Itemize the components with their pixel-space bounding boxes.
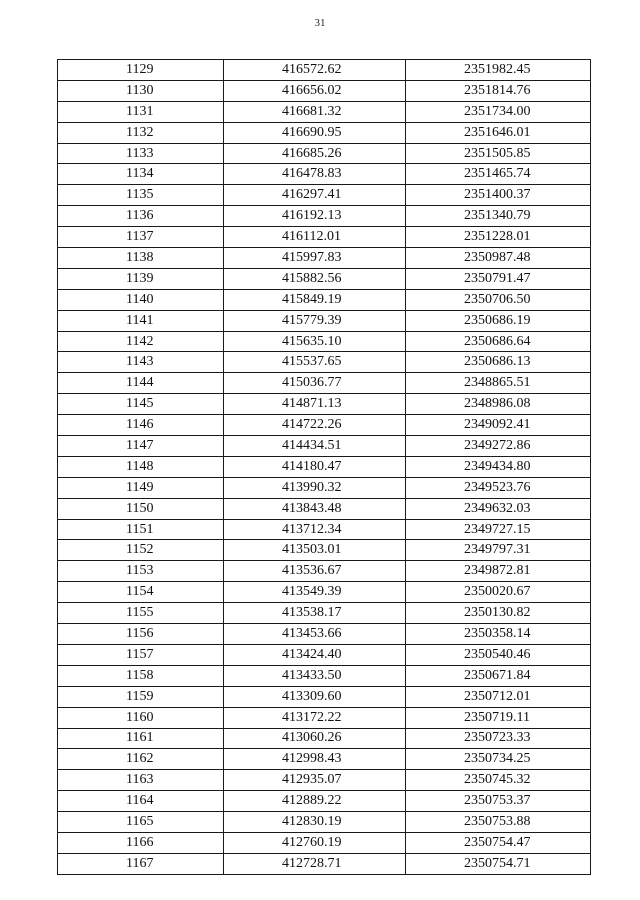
coordinates-table — [57, 59, 591, 875]
point-number-cell: 1134 — [58, 164, 224, 185]
y-coordinate-cell: 2351465.74 — [406, 164, 591, 185]
y-coordinate-cell: 2350719.11 — [406, 707, 591, 728]
x-coordinate-cell: 416192.13 — [224, 206, 406, 227]
table-row — [58, 227, 591, 248]
y-coordinate-cell: 2349092.41 — [406, 415, 591, 436]
y-coordinate-cell: 2350754.47 — [406, 832, 591, 853]
y-coordinate-cell: 2350130.82 — [406, 603, 591, 624]
table-row — [58, 477, 591, 498]
point-number-cell: 1141 — [58, 310, 224, 331]
point-number-cell: 1138 — [58, 248, 224, 269]
x-coordinate-cell: 413843.48 — [224, 498, 406, 519]
y-coordinate-cell: 2350987.48 — [406, 248, 591, 269]
point-number-cell: 1137 — [58, 227, 224, 248]
table-row — [58, 832, 591, 853]
y-coordinate-cell: 2350671.84 — [406, 665, 591, 686]
x-coordinate-cell: 412830.19 — [224, 812, 406, 833]
point-number-cell: 1153 — [58, 561, 224, 582]
x-coordinate-cell: 415882.56 — [224, 268, 406, 289]
y-coordinate-cell: 2349797.31 — [406, 540, 591, 561]
x-coordinate-cell: 412760.19 — [224, 832, 406, 853]
x-coordinate-cell: 412889.22 — [224, 791, 406, 812]
coordinates-table-body — [58, 60, 591, 875]
y-coordinate-cell: 2351340.79 — [406, 206, 591, 227]
point-number-cell: 1152 — [58, 540, 224, 561]
table-row — [58, 310, 591, 331]
x-coordinate-cell: 413172.22 — [224, 707, 406, 728]
y-coordinate-cell: 2349872.81 — [406, 561, 591, 582]
x-coordinate-cell: 416112.01 — [224, 227, 406, 248]
x-coordinate-cell: 415849.19 — [224, 289, 406, 310]
point-number-cell: 1143 — [58, 352, 224, 373]
y-coordinate-cell: 2350754.71 — [406, 853, 591, 874]
y-coordinate-cell: 2350753.88 — [406, 812, 591, 833]
point-number-cell: 1129 — [58, 60, 224, 81]
x-coordinate-cell: 414434.51 — [224, 436, 406, 457]
x-coordinate-cell: 413453.66 — [224, 624, 406, 645]
x-coordinate-cell: 412728.71 — [224, 853, 406, 874]
x-coordinate-cell: 416572.62 — [224, 60, 406, 81]
table-row — [58, 248, 591, 269]
x-coordinate-cell: 416690.95 — [224, 122, 406, 143]
y-coordinate-cell: 2349632.03 — [406, 498, 591, 519]
y-coordinate-cell: 2351400.37 — [406, 185, 591, 206]
table-row — [58, 561, 591, 582]
table-row — [58, 498, 591, 519]
point-number-cell: 1164 — [58, 791, 224, 812]
table-row — [58, 624, 591, 645]
table-row — [58, 686, 591, 707]
point-number-cell: 1155 — [58, 603, 224, 624]
table-row — [58, 728, 591, 749]
y-coordinate-cell: 2350723.33 — [406, 728, 591, 749]
point-number-cell: 1157 — [58, 644, 224, 665]
x-coordinate-cell: 415635.10 — [224, 331, 406, 352]
x-coordinate-cell: 413309.60 — [224, 686, 406, 707]
table-row — [58, 60, 591, 81]
point-number-cell: 1147 — [58, 436, 224, 457]
table-row — [58, 415, 591, 436]
y-coordinate-cell: 2350540.46 — [406, 644, 591, 665]
y-coordinate-cell: 2351505.85 — [406, 143, 591, 164]
point-number-cell: 1149 — [58, 477, 224, 498]
point-number-cell: 1156 — [58, 624, 224, 645]
x-coordinate-cell: 413060.26 — [224, 728, 406, 749]
point-number-cell: 1148 — [58, 456, 224, 477]
x-coordinate-cell: 415779.39 — [224, 310, 406, 331]
table-row — [58, 268, 591, 289]
point-number-cell: 1133 — [58, 143, 224, 164]
x-coordinate-cell: 414871.13 — [224, 394, 406, 415]
x-coordinate-cell: 412998.43 — [224, 749, 406, 770]
table-row — [58, 122, 591, 143]
x-coordinate-cell: 413433.50 — [224, 665, 406, 686]
x-coordinate-cell: 413424.40 — [224, 644, 406, 665]
point-number-cell: 1142 — [58, 331, 224, 352]
point-number-cell: 1135 — [58, 185, 224, 206]
point-number-cell: 1165 — [58, 812, 224, 833]
table-row — [58, 331, 591, 352]
x-coordinate-cell: 412935.07 — [224, 770, 406, 791]
x-coordinate-cell: 416685.26 — [224, 143, 406, 164]
y-coordinate-cell: 2350706.50 — [406, 289, 591, 310]
table-row — [58, 603, 591, 624]
table-row — [58, 373, 591, 394]
table-row — [58, 394, 591, 415]
point-number-cell: 1140 — [58, 289, 224, 310]
table-row — [58, 791, 591, 812]
point-number-cell: 1151 — [58, 519, 224, 540]
table-row — [58, 164, 591, 185]
point-number-cell: 1163 — [58, 770, 224, 791]
y-coordinate-cell: 2349727.15 — [406, 519, 591, 540]
table-row — [58, 665, 591, 686]
point-number-cell: 1130 — [58, 80, 224, 101]
y-coordinate-cell: 2350753.37 — [406, 791, 591, 812]
point-number-cell: 1166 — [58, 832, 224, 853]
y-coordinate-cell: 2350686.19 — [406, 310, 591, 331]
y-coordinate-cell: 2348865.51 — [406, 373, 591, 394]
table-row — [58, 185, 591, 206]
y-coordinate-cell: 2351734.00 — [406, 101, 591, 122]
table-row — [58, 644, 591, 665]
y-coordinate-cell: 2350358.14 — [406, 624, 591, 645]
x-coordinate-cell: 413549.39 — [224, 582, 406, 603]
y-coordinate-cell: 2351814.76 — [406, 80, 591, 101]
table-row — [58, 101, 591, 122]
point-number-cell: 1150 — [58, 498, 224, 519]
y-coordinate-cell: 2350734.25 — [406, 749, 591, 770]
point-number-cell: 1145 — [58, 394, 224, 415]
point-number-cell: 1146 — [58, 415, 224, 436]
y-coordinate-cell: 2350686.64 — [406, 331, 591, 352]
y-coordinate-cell: 2351982.45 — [406, 60, 591, 81]
table-row — [58, 770, 591, 791]
table-row — [58, 707, 591, 728]
x-coordinate-cell: 415997.83 — [224, 248, 406, 269]
point-number-cell: 1139 — [58, 268, 224, 289]
x-coordinate-cell: 413712.34 — [224, 519, 406, 540]
table-row — [58, 436, 591, 457]
x-coordinate-cell: 414180.47 — [224, 456, 406, 477]
table-row — [58, 352, 591, 373]
y-coordinate-cell: 2350686.13 — [406, 352, 591, 373]
y-coordinate-cell: 2350745.32 — [406, 770, 591, 791]
point-number-cell: 1132 — [58, 122, 224, 143]
point-number-cell: 1131 — [58, 101, 224, 122]
point-number-cell: 1144 — [58, 373, 224, 394]
table-row — [58, 853, 591, 874]
x-coordinate-cell: 415537.65 — [224, 352, 406, 373]
y-coordinate-cell: 2351228.01 — [406, 227, 591, 248]
table-row — [58, 143, 591, 164]
point-number-cell: 1159 — [58, 686, 224, 707]
table-row — [58, 540, 591, 561]
point-number-cell: 1161 — [58, 728, 224, 749]
y-coordinate-cell: 2350712.01 — [406, 686, 591, 707]
point-number-cell: 1136 — [58, 206, 224, 227]
y-coordinate-cell: 2350020.67 — [406, 582, 591, 603]
point-number-cell: 1167 — [58, 853, 224, 874]
x-coordinate-cell: 416656.02 — [224, 80, 406, 101]
x-coordinate-cell: 413538.17 — [224, 603, 406, 624]
point-number-cell: 1162 — [58, 749, 224, 770]
table-row — [58, 456, 591, 477]
x-coordinate-cell: 413536.67 — [224, 561, 406, 582]
table-row — [58, 80, 591, 101]
y-coordinate-cell: 2351646.01 — [406, 122, 591, 143]
point-number-cell: 1160 — [58, 707, 224, 728]
x-coordinate-cell: 416478.83 — [224, 164, 406, 185]
x-coordinate-cell: 414722.26 — [224, 415, 406, 436]
y-coordinate-cell: 2350791.47 — [406, 268, 591, 289]
table-row — [58, 519, 591, 540]
table-row — [58, 206, 591, 227]
x-coordinate-cell: 413990.32 — [224, 477, 406, 498]
x-coordinate-cell: 415036.77 — [224, 373, 406, 394]
x-coordinate-cell: 416681.32 — [224, 101, 406, 122]
x-coordinate-cell: 416297.41 — [224, 185, 406, 206]
point-number-cell: 1154 — [58, 582, 224, 603]
point-number-cell: 1158 — [58, 665, 224, 686]
table-row — [58, 812, 591, 833]
page-number: 31 — [314, 17, 326, 29]
y-coordinate-cell: 2349272.86 — [406, 436, 591, 457]
y-coordinate-cell: 2348986.08 — [406, 394, 591, 415]
table-row — [58, 582, 591, 603]
y-coordinate-cell: 2349523.76 — [406, 477, 591, 498]
x-coordinate-cell: 413503.01 — [224, 540, 406, 561]
table-row — [58, 749, 591, 770]
y-coordinate-cell: 2349434.80 — [406, 456, 591, 477]
table-row — [58, 289, 591, 310]
